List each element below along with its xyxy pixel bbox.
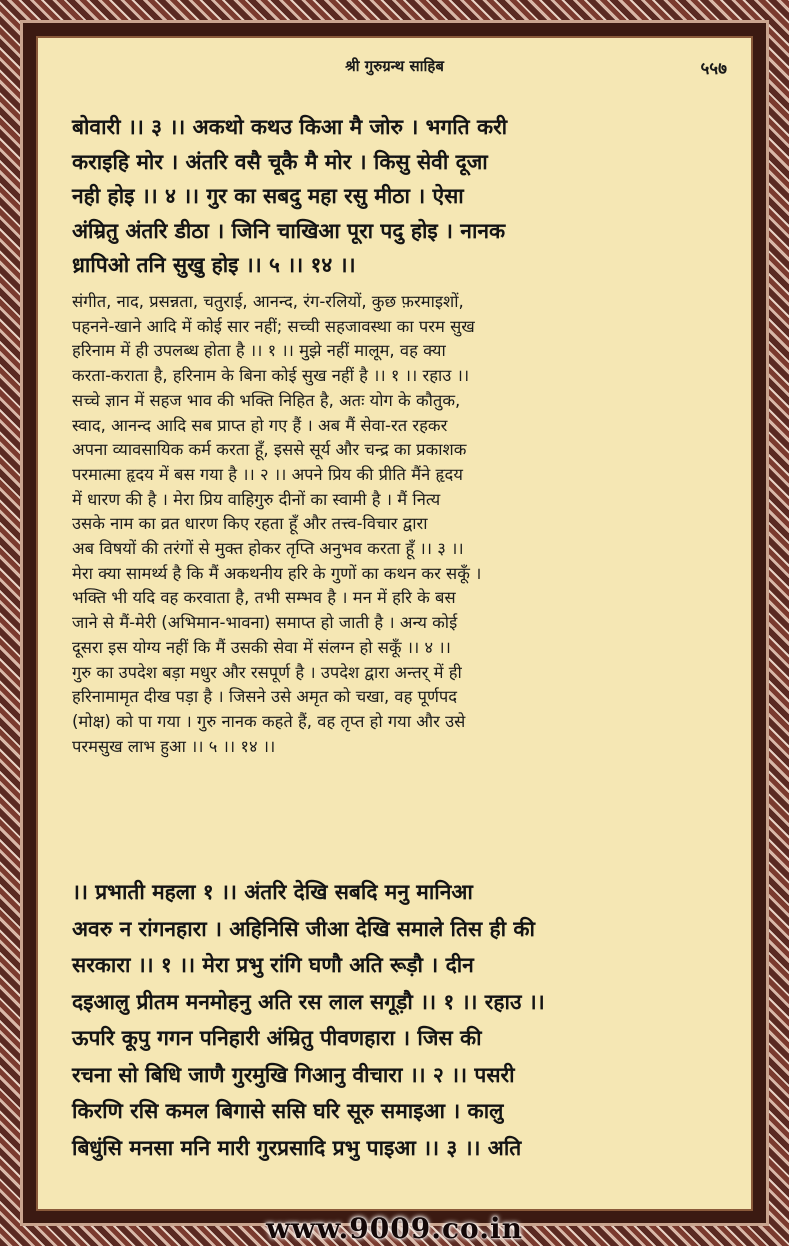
page-title: श्री गुरुग्रन्थ साहिब xyxy=(345,57,444,75)
footer xyxy=(0,1212,789,1246)
scripture-page xyxy=(36,36,753,1211)
website-link[interactable]: www.9009.co.in xyxy=(266,1212,523,1245)
hindi-translation: संगीत, नाद, प्रसन्नता, चतुराई, आनन्द, रंग-रलियों, कुछ फ़रमाइशों, पहनने-खाने आदि में कोई सार नहीं; सच्ची सहजावस्था का परम सुख हरिनाम में ही उपलब्ध होता है ।। १ ।। मुझे नहीं मालूम, वह क्या करता-कराता है, हरिनाम के बिना कोई सुख नहीं है ।। १ ।। रहाउ ।। सच्चे ज्ञान में सहज भाव की भक्ति निहित है, अतः योग के कौतुक, स्वाद, आनन्द आदि सब प्राप्त हो गए हैं । अब मैं सेवा-रत रहकर अपना व्यावसायिक कर्म करता हूँ, इससे सूर्य और चन्द्र का प्रकाशक परमात्मा हृदय में बस गया है ।। २ ।। अपने प्रिय की प्रीति मैंने हृदय में धारण की है । मेरा प्रिय वाहिगुरु दीनों का स्वामी है । मैं नित्य उसके नाम का व्रत धारण किए रहता हूँ और तत्त्व-विचार द्वारा अब विषयों की तरंगों से मुक्त होकर तृप्ति अनुभव करता हूँ ।। ३ ।। मेरा क्या सामर्थ्य है कि मैं अकथनीय हरि के गुणों का कथन कर सकूँ । भक्ति भी यदि वह करवाता है, तभी सम्भव है । मन में हरि के बस जाने से मैं-मेरी (अभिमान-भावना) समाप्त हो जाती है । अन्य कोई दूसरा इस योग्य नहीं कि मैं उसकी सेवा में संलग्न हो सकूँ ।। ४ ।। गुरु का उपदेश बड़ा मधुर और रसपूर्ण है । उपदेश द्वारा अन्तर् में ही हरिनामामृत दीख पड़ा है । जिसने उसे अमृत को चखा, वह पूर्णपद (मोक्ष) को पा गया । गुरु नानक कहते हैं, वह तृप्त हो गया और उसे परमसुख लाभ हुआ ।। ५ ।। १४ ।। xyxy=(72,292,482,756)
page-header xyxy=(38,56,751,86)
verse-block-1: बोवारी ।। ३ ।। अकथो कथउ किआ मै जोरु । भगति करी कराइहि मोर । अंतरि वसै चूकै मै मोर । किसु सेवी दूजा नही होइ ।। ४ ।। गुर का सबदु महा रसु मीठा । ऐसा अंम्रितु अंतरि डीठा । जिनि चाखिआ पूरा पदु होइ । नानक ध्रापिओ तनि सुखु होइ ।। ५ ।। १४ ।। xyxy=(72,114,508,277)
page-number: ५५७ xyxy=(700,59,727,79)
verse-block-2: ।। प्रभाती महला १ ।। अंतरि देखि सबदि मनु मानिआ अवरु न रांगनहारा । अहिनिसि जीआ देखि समाले तिस ही की सरकारा ।। १ ।। मेरा प्रभु रांगि घणौ अति रूड़ौ । दीन दइआलु प्रीतम मनमोहनु अति रस लाल सगूड़ौ ।। १ ।। रहाउ ।। ऊपरि कूपु गगन पनिहारी अंम्रितु पीवणहारा । जिस की रचना सो बिधि जाणै गुरमुखि गिआनु वीचारा ।। २ ।। पसरी किरणि रसि कमल बिगासे ससि घरि सूरु समाइआ । कालु बिधुंसि मनसा मनि मारी गुरप्रसादि प्रभु पाइआ ।। ३ ।। अति xyxy=(72,879,545,1160)
